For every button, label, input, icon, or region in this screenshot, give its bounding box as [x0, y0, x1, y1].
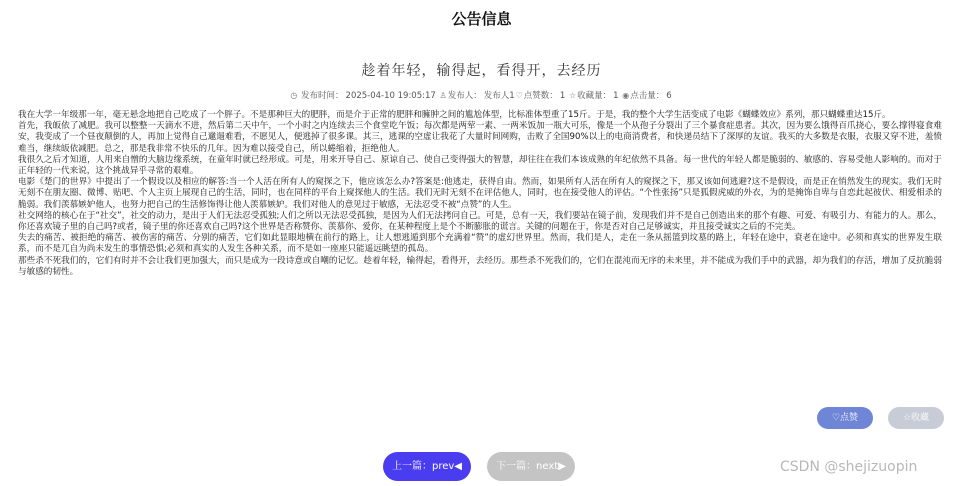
article-paragraph: 失去的痛苦、被拒绝的痛苦、被伤害的痛苦、分别的痛苦，它们如此显眼地横在前行的路上，让人想逃遁到那个充满着“赞”的虚幻世界里。然而，我们是人，走在一条从摇篮到坟墓的路上，年轻在途中，衰老在途中。必须和真实的世界发生联系，而不是兀自为尚未发生的事情恐惧;必须和真实的人发生各种关系，而不是如一座座只能遥远眺望的孤岛。	[18, 233, 942, 255]
watermark: CSDN @shejizuopin	[780, 459, 918, 475]
triangle-right-icon: ▶	[558, 461, 566, 472]
publisher: 发布人1	[483, 91, 515, 101]
triangle-left-icon: ◀	[454, 461, 462, 472]
favorite-button-label: 收藏	[911, 413, 930, 423]
next-article-button[interactable]	[487, 452, 575, 481]
likes-count: 1	[559, 91, 566, 101]
next-button-label: 下一篇：next	[496, 461, 559, 472]
likes-label: 点赞数：	[523, 91, 558, 101]
like-button[interactable]	[817, 407, 873, 429]
publish-time: 2025-04-10 19:05:17	[345, 91, 436, 101]
user-icon: ♙	[439, 91, 447, 100]
article-paragraph: 电影《楚门的世界》中提出了一个假设以及相应的解答:当一个人活在所有人的窥探之下，他应该怎么办?答案是:他逃走，获得自由。然而，如果所有人活在所有人的窥探之下，那又该如何逃避?这不是假设，而是正在悄然发生的现实。我们无时无刻不在朋友圈、微博、贴吧、个人主页上展现自己的生活，同时，也在同样的平台上窥探他人的生活。我们无时无刻不在评估他人，同时，也在接受他人的评估。“个性张扬”只是狐假虎威的外衣，为的是掩饰自卑与自恋此起彼伏、相爱相杀的脆弱。我们羡慕嫉妒他人，也努力把自己的生活修饰得让他人羡慕嫉妒。我们对他人的意见过于敏感，无法忍受不被“点赞”的人生。	[18, 177, 942, 210]
publisher-label: 发布人：	[447, 91, 482, 101]
article-paragraph: 首先，我皈依了减肥。我可以整整一天滴水不进，然后第二天中午，一个小时之内连续去三个食堂吃午饭；每次都是两荤一素、一两米饭加一瓶大可乐，像是一个从孢子分裂出了三个暴食症患者。其次，因为要么饿得百爪挠心，要么撑得寝食难安，我变成了一个昼夜颠倒的人，再加上觉得自己邋遢难看，不愿见人，便逃掉了很多课。其三，逃课的空虚让我花了大量时间网购，击败了全国90%以上的电商消费者，和快递员结下了深厚的友谊。我买的大多数是衣服，衣服又穿不进，羞愤难当，继续皈依减肥。总之，那是我非常不快乐的几年。因为难以接受自己，所以蜷缩着，拒绝他人。	[18, 121, 942, 154]
article-content	[18, 110, 942, 278]
heart-outline-icon: ♡	[831, 413, 841, 423]
favorites-count: 1	[613, 91, 619, 101]
star-outline-icon: ☆	[902, 413, 912, 423]
prev-button-label: 上一篇：prev	[391, 461, 455, 472]
article-paragraph: 我在大学一年级那一年，毫无悬念地把自己吃成了一个胖子。不是那种巨大的肥胖，而是介于正常的肥胖和臃肿之间的尴尬体型，比标准体型重了15斤。于是，我的整个大学生活变成了电影《蝴蝶效应》系列，那只蝴蝶重达15斤。	[18, 110, 891, 120]
like-button-label: 点赞	[840, 413, 859, 423]
favorites-label: 收藏量：	[577, 91, 612, 101]
article-paragraph: 那些杀不死我们的，它们有时并不会让我们更加强大，而只是成为一段诗意或自嘲的记忆。趁着年轻，输得起，看得开，去经历。那些杀不死我们的，它们在混沌而无序的未来里，并不能成为我们手中的武器，却为我们的存活，增加了反抗脆弱与敏感的韧性。	[18, 255, 942, 277]
article-title: 趁着年轻，输得起，看得开，去经历	[361, 63, 602, 79]
clicks-label: 点击量：	[630, 91, 665, 101]
article-paragraph: 我很久之后才知道，人用来自憎的大脑边缘系统，在童年时就已经形成。可是，用来开导自己、原谅自己、使自己变得强大的智慧，却往往在我们本该成熟的年纪依然不具备。每一世代的年轻人都是脆弱的、敏感的、容易受他人影响的。而对于正年轻的一代来说，这个挑战异乎寻常的艰难。	[18, 154, 942, 177]
clicks-count: 6	[666, 91, 672, 101]
star-icon: ☆	[568, 91, 577, 100]
thumb-up-icon: ♡	[515, 91, 523, 100]
prev-article-button[interactable]	[383, 452, 471, 481]
article-paragraph: 社交网络的核心在于“社交”，社交的动力，是出于人们无法忍受孤独;人们之所以无法忍受孤独，是因为人们无法拷问自己。可是，总有一天，我们要站在镜子前，发现我们并不是自己创造出来的那个有趣、可爱、有吸引力、有能力的人。那么，你还喜欢镜子里的自己吗?或者，镜子里的你还喜欢自己吗?这个世界是否称赞你、羡慕你、爱你，在某种程度上是个不断膨胀的谎言。关键的问题在于，你是否对自己足够诚实，并且接受诚实之后的不完美。	[18, 210, 942, 233]
article-meta	[0, 89, 963, 101]
clock-icon: ◷	[290, 91, 298, 100]
favorite-button[interactable]	[888, 407, 944, 429]
publish-time-label: 发布时间：	[301, 91, 344, 101]
page-title: 公告信息	[451, 10, 512, 28]
eye-icon: ◉	[622, 91, 630, 100]
